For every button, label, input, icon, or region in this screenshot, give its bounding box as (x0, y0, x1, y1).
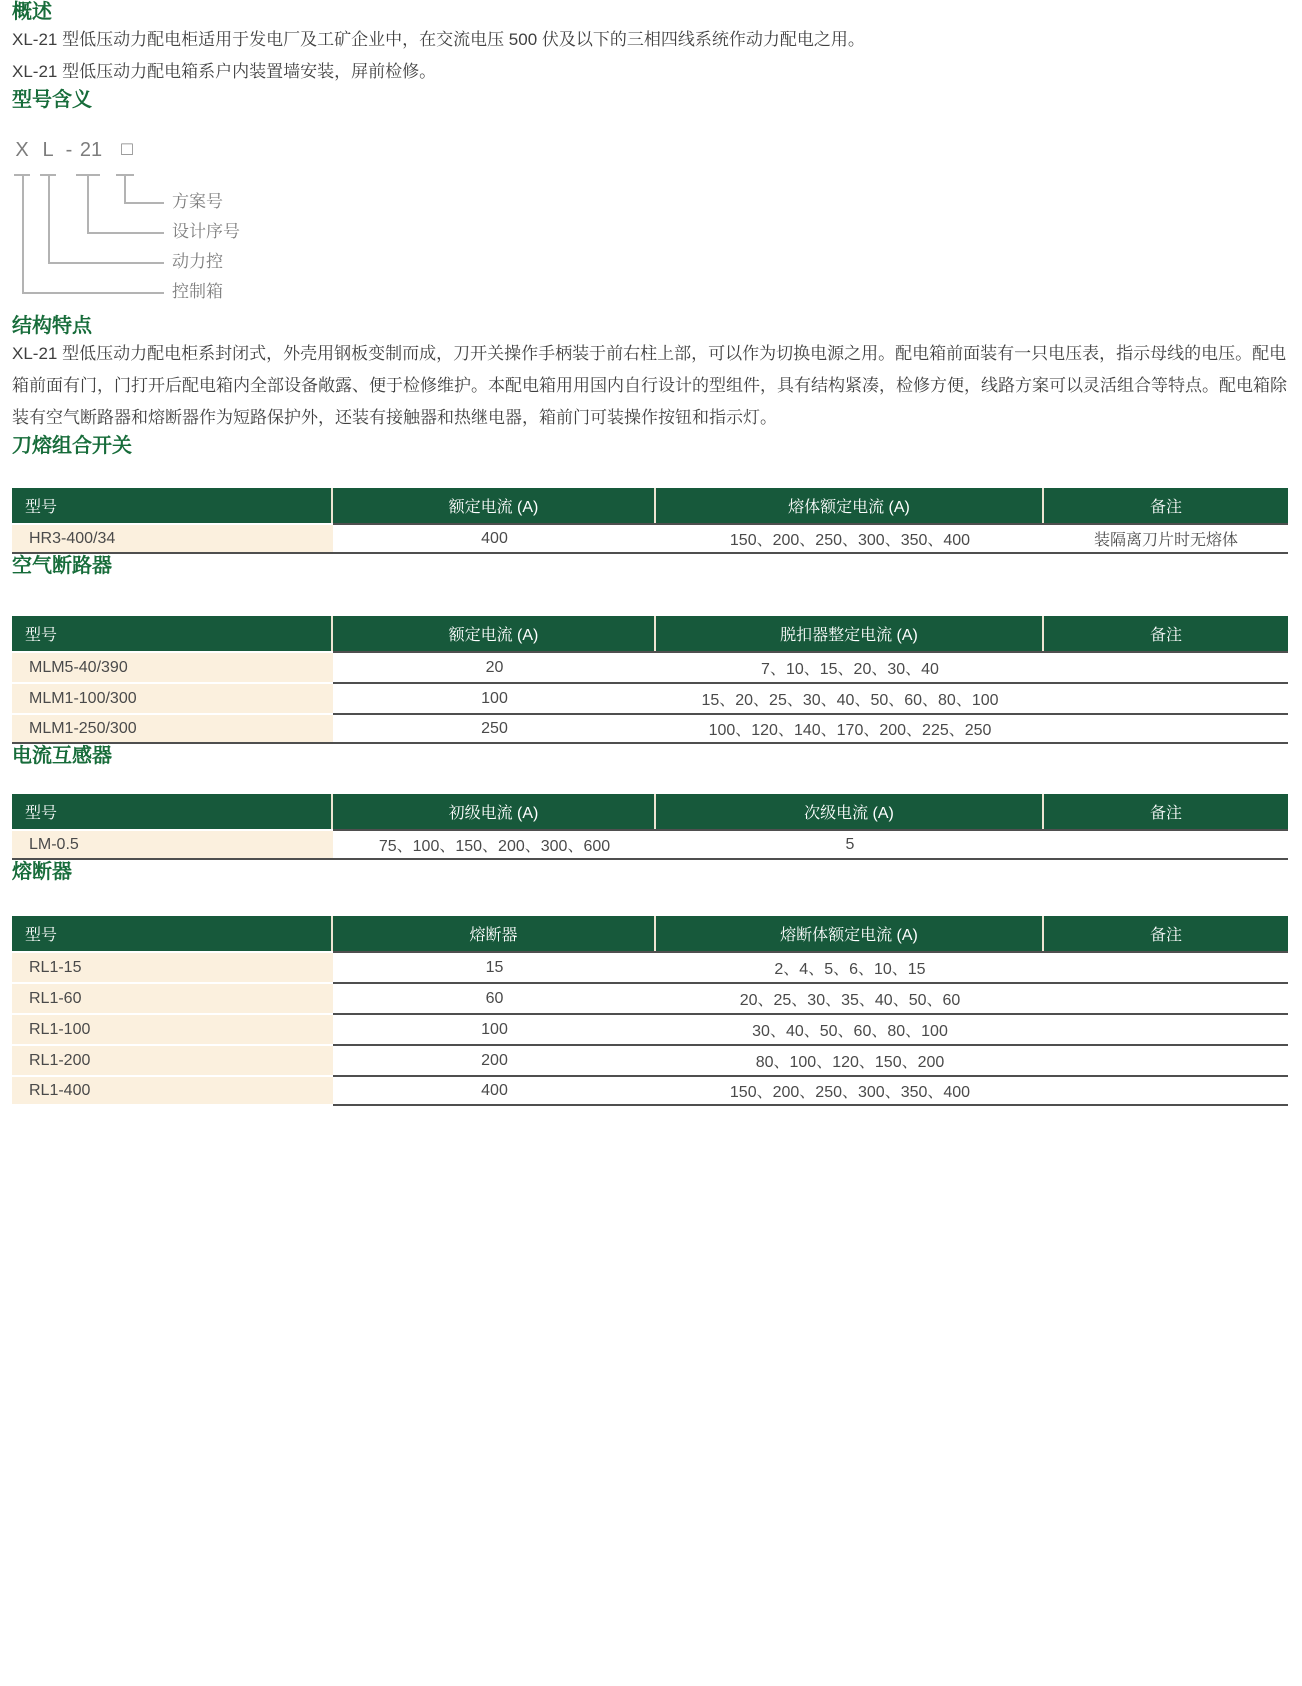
table-row (12, 1075, 1288, 1106)
cell-value: 80、100、120、150、200 (656, 1044, 1044, 1075)
cell-remarks (1044, 682, 1288, 713)
cell-remarks (1044, 713, 1288, 744)
cell-value: 5 (656, 829, 1044, 860)
table-row (12, 982, 1288, 1013)
cell-remarks (1044, 829, 1288, 860)
cell-value: 100、120、140、170、200、225、250 (656, 713, 1044, 744)
col-header-secondary-current: 次级电流 (A) (656, 794, 1044, 829)
model-label-power-control: 动力控 (172, 252, 223, 271)
table-row (12, 951, 1288, 982)
model-label-control-box: 控制箱 (172, 282, 223, 301)
overview-paragraph-1: XL-21 型低压动力配电柜适用于发电厂及工矿企业中，在交流电压 500 伏及以下的三相四线系统作动力配电之用。 (12, 30, 865, 49)
table-header-row (12, 616, 1288, 651)
cell-value: 75、100、150、200、300、600 (333, 829, 656, 860)
leader-line-x (22, 175, 24, 292)
table-row (12, 651, 1288, 682)
col-header-trip-current: 脱扣器整定电流 (A) (656, 616, 1044, 651)
cell-model: MLM1-100/300 (12, 682, 333, 713)
cell-value: 200 (333, 1044, 656, 1075)
knife-fuse-switch-table (12, 488, 1288, 554)
cell-remarks (1044, 1044, 1288, 1075)
col-header-remarks: 备注 (1044, 794, 1288, 829)
table-row (12, 713, 1288, 744)
section-heading-structure: 结构特点 (12, 315, 92, 337)
col-header-primary-current: 初级电流 (A) (333, 794, 656, 829)
leader-line-box (124, 175, 126, 202)
col-header-model: 型号 (12, 616, 333, 651)
cell-remarks (1044, 951, 1288, 982)
col-header-remarks: 备注 (1044, 488, 1288, 523)
cell-remarks (1044, 651, 1288, 682)
cell-value: 15、20、25、30、40、50、60、80、100 (656, 682, 1044, 713)
section-heading-overview: 概述 (12, 1, 52, 23)
model-code-placeholder-box-icon: □ (121, 139, 133, 160)
cell-model: RL1-400 (12, 1075, 333, 1106)
cell-value: 20、25、30、35、40、50、60 (656, 982, 1044, 1013)
cell-model: RL1-200 (12, 1044, 333, 1075)
col-header-rated-current: 额定电流 (A) (333, 488, 656, 523)
cell-value: 100 (333, 1013, 656, 1044)
cell-model: RL1-100 (12, 1013, 333, 1044)
section-heading-fuse: 熔断器 (12, 861, 72, 883)
cell-remarks (1044, 1075, 1288, 1106)
leader-line-21 (87, 175, 89, 232)
table-row (12, 829, 1288, 860)
table-row (12, 523, 1288, 554)
cell-model: LM-0.5 (12, 829, 333, 860)
table-header-row (12, 916, 1288, 951)
cell-value: 400 (333, 1075, 656, 1106)
cell-value: 150、200、250、300、350、400 (656, 1075, 1044, 1106)
cell-value: 60 (333, 982, 656, 1013)
model-code-letter-l: L (42, 139, 54, 161)
leader-arm-l (48, 262, 164, 264)
col-header-remarks: 备注 (1044, 616, 1288, 651)
cell-value: 7、10、15、20、30、40 (656, 651, 1044, 682)
model-code-diagram (12, 138, 1288, 314)
cell-remarks (1044, 1013, 1288, 1044)
air-breaker-table (12, 616, 1288, 744)
cell-value: 100 (333, 682, 656, 713)
cell-model: MLM5-40/390 (12, 651, 333, 682)
col-header-fuse-rated-current: 熔断体额定电流 (A) (656, 916, 1044, 951)
table-row (12, 1013, 1288, 1044)
table-header-row (12, 488, 1288, 523)
current-transformer-table (12, 794, 1288, 860)
section-heading-knife-fuse-switch: 刀熔组合开关 (12, 435, 132, 457)
cell-model: RL1-60 (12, 982, 333, 1013)
leader-arm-box (124, 202, 164, 204)
table-row (12, 1044, 1288, 1075)
col-header-fuse: 熔断器 (333, 916, 656, 951)
cell-value: 20 (333, 651, 656, 682)
model-code-letter-x: X (15, 139, 29, 161)
section-heading-current-transformer: 电流互感器 (12, 745, 112, 767)
col-header-fuse-current: 熔体额定电流 (A) (656, 488, 1044, 523)
overview-paragraph-2: XL-21 型低压动力配电箱系户内装置墙安装，屏前检修。 (12, 62, 437, 81)
model-code-hyphen: - (65, 139, 73, 161)
section-heading-air-breaker: 空气断路器 (12, 555, 112, 577)
cell-model: RL1-15 (12, 951, 333, 982)
cell-value: 150、200、250、300、350、400 (656, 523, 1044, 554)
structure-paragraph: XL-21 型低压动力配电柜系封闭式，外壳用钢板变制而成，刀开关操作手柄装于前右柱上部，可以作为切换电源之用。配电箱前面装有一只电压表，指示母线的电压。配电箱前面有门，门打开后配电箱内全部设备敞露、便于检修维护。本配电箱用用国内自行设计的型组件，具有结构紧凑，检修方便，线路方案可以灵活组合等特点。配电箱除装有空气断路器和熔断器作为短路保护外，还装有接触器和热继电器，箱前门可装操作按钮和指示灯。 (12, 344, 1287, 427)
cell-model: HR3-400/34 (12, 523, 333, 554)
col-header-model: 型号 (12, 916, 333, 951)
fuse-table (12, 916, 1288, 1106)
table-header-row (12, 794, 1288, 829)
cell-remarks: 装隔离刀片时无熔体 (1044, 523, 1288, 554)
model-label-design-serial: 设计序号 (172, 222, 240, 241)
cell-model: MLM1-250/300 (12, 713, 333, 744)
cell-value: 400 (333, 523, 656, 554)
col-header-rated-current: 额定电流 (A) (333, 616, 656, 651)
col-header-model: 型号 (12, 794, 333, 829)
cell-remarks (1044, 982, 1288, 1013)
leader-arm-21 (87, 232, 164, 234)
cell-value: 15 (333, 951, 656, 982)
leader-arm-x (22, 292, 164, 294)
cell-value: 250 (333, 713, 656, 744)
table-row (12, 682, 1288, 713)
col-header-model: 型号 (12, 488, 333, 523)
model-label-scheme-number: 方案号 (172, 192, 223, 211)
leader-line-l (48, 175, 50, 262)
model-code-number-21: 21 (79, 139, 103, 161)
cell-value: 2、4、5、6、10、15 (656, 951, 1044, 982)
col-header-remarks: 备注 (1044, 916, 1288, 951)
cell-value: 30、40、50、60、80、100 (656, 1013, 1044, 1044)
section-heading-model-meaning: 型号含义 (12, 89, 92, 111)
